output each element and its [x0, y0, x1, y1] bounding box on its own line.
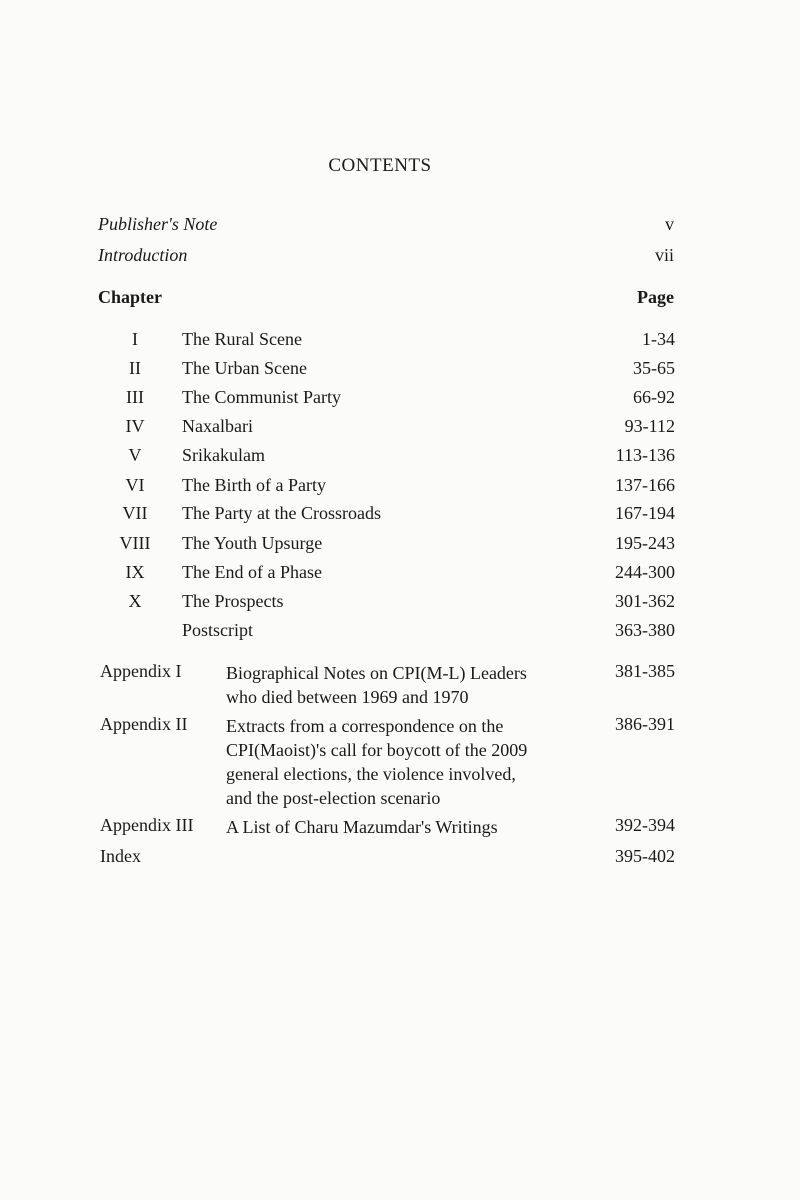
entry-label: Publisher's Note	[98, 214, 218, 234]
chapter-pages: 301-362	[615, 591, 675, 611]
chapter-pages: 1-34	[642, 329, 675, 349]
appendix-label: Appendix I	[100, 661, 182, 681]
index-pages: 395-402	[615, 846, 675, 866]
entry-page: v	[665, 214, 674, 234]
appendix-pages: 381-385	[615, 661, 675, 681]
front-matter-entry	[98, 245, 678, 266]
chapter-header-label: Chapter	[98, 287, 162, 307]
chapter-title: The Rural Scene	[182, 329, 302, 349]
chapter-pages: 93-112	[624, 416, 675, 436]
chapter-pages: 195-243	[615, 533, 675, 553]
chapter-row	[0, 358, 800, 382]
chapter-number: IV	[125, 416, 145, 436]
chapter-title: The Communist Party	[182, 387, 341, 407]
chapter-row	[0, 533, 800, 557]
chapter-row	[0, 387, 800, 411]
appendix-label: Appendix II	[100, 714, 188, 734]
chapter-row	[0, 329, 800, 353]
appendix-pages: 392-394	[615, 815, 675, 835]
appendix-label: Appendix III	[100, 815, 194, 835]
appendix-line: Biographical Notes on CPI(M-L) Leaders	[226, 663, 527, 683]
appendix-line: CPI(Maoist)'s call for boycott of the 2009	[226, 740, 528, 760]
chapter-title: The Prospects	[182, 591, 284, 611]
chapter-title: Naxalbari	[182, 416, 253, 436]
chapter-number: VII	[122, 503, 148, 523]
chapter-title: Srikakulam	[182, 445, 265, 465]
appendix-line: A List of Charu Mazumdar's Writings	[226, 817, 498, 837]
appendix-line: and the post-election scenario	[226, 788, 441, 808]
chapter-row	[0, 503, 800, 527]
chapter-row	[0, 475, 800, 499]
chapter-number: VIII	[119, 533, 151, 553]
chapter-title: The Birth of a Party	[182, 475, 326, 495]
chapter-row	[0, 445, 800, 469]
chapter-pages: 363-380	[615, 620, 675, 640]
chapter-title: The Youth Upsurge	[182, 533, 323, 553]
chapter-pages: 167-194	[615, 503, 675, 523]
chapter-row	[0, 591, 800, 615]
chapter-row	[0, 562, 800, 586]
chapter-pages: 244-300	[615, 562, 675, 582]
page-title: CONTENTS	[328, 155, 432, 176]
chapter-row	[0, 620, 800, 644]
chapter-number: I	[132, 329, 138, 349]
chapter-pages: 35-65	[633, 358, 675, 378]
front-matter-entry	[98, 214, 678, 235]
entry-page: vii	[654, 245, 674, 265]
chapter-pages: 113-136	[615, 445, 675, 465]
index-label: Index	[100, 846, 141, 866]
chapter-number: X	[128, 591, 142, 611]
appendix-description	[226, 714, 596, 810]
chapter-number: II	[129, 358, 141, 378]
chapter-row	[0, 416, 800, 440]
chapter-column-header	[98, 287, 678, 308]
chapter-number: IX	[125, 562, 145, 582]
chapter-title: The Urban Scene	[182, 358, 307, 378]
chapter-number: VI	[125, 475, 145, 495]
appendix-line: Extracts from a correspondence on the	[226, 716, 504, 736]
appendix-description	[226, 661, 596, 709]
appendix-line: who died between 1969 and 1970	[226, 687, 469, 707]
chapter-pages: 137-166	[615, 475, 675, 495]
chapter-number: III	[126, 387, 144, 407]
chapter-title: The Party at the Crossroads	[182, 503, 381, 523]
chapter-title: The End of a Phase	[182, 562, 322, 582]
chapter-number: V	[128, 445, 142, 465]
appendix-description	[226, 815, 596, 839]
entry-label: Introduction	[98, 245, 188, 265]
chapter-pages: 66-92	[633, 387, 675, 407]
appendix-pages: 386-391	[615, 714, 675, 734]
page-header-label: Page	[637, 287, 674, 307]
appendix-line: general elections, the violence involved,	[226, 764, 516, 784]
chapter-title: Postscript	[182, 620, 254, 640]
